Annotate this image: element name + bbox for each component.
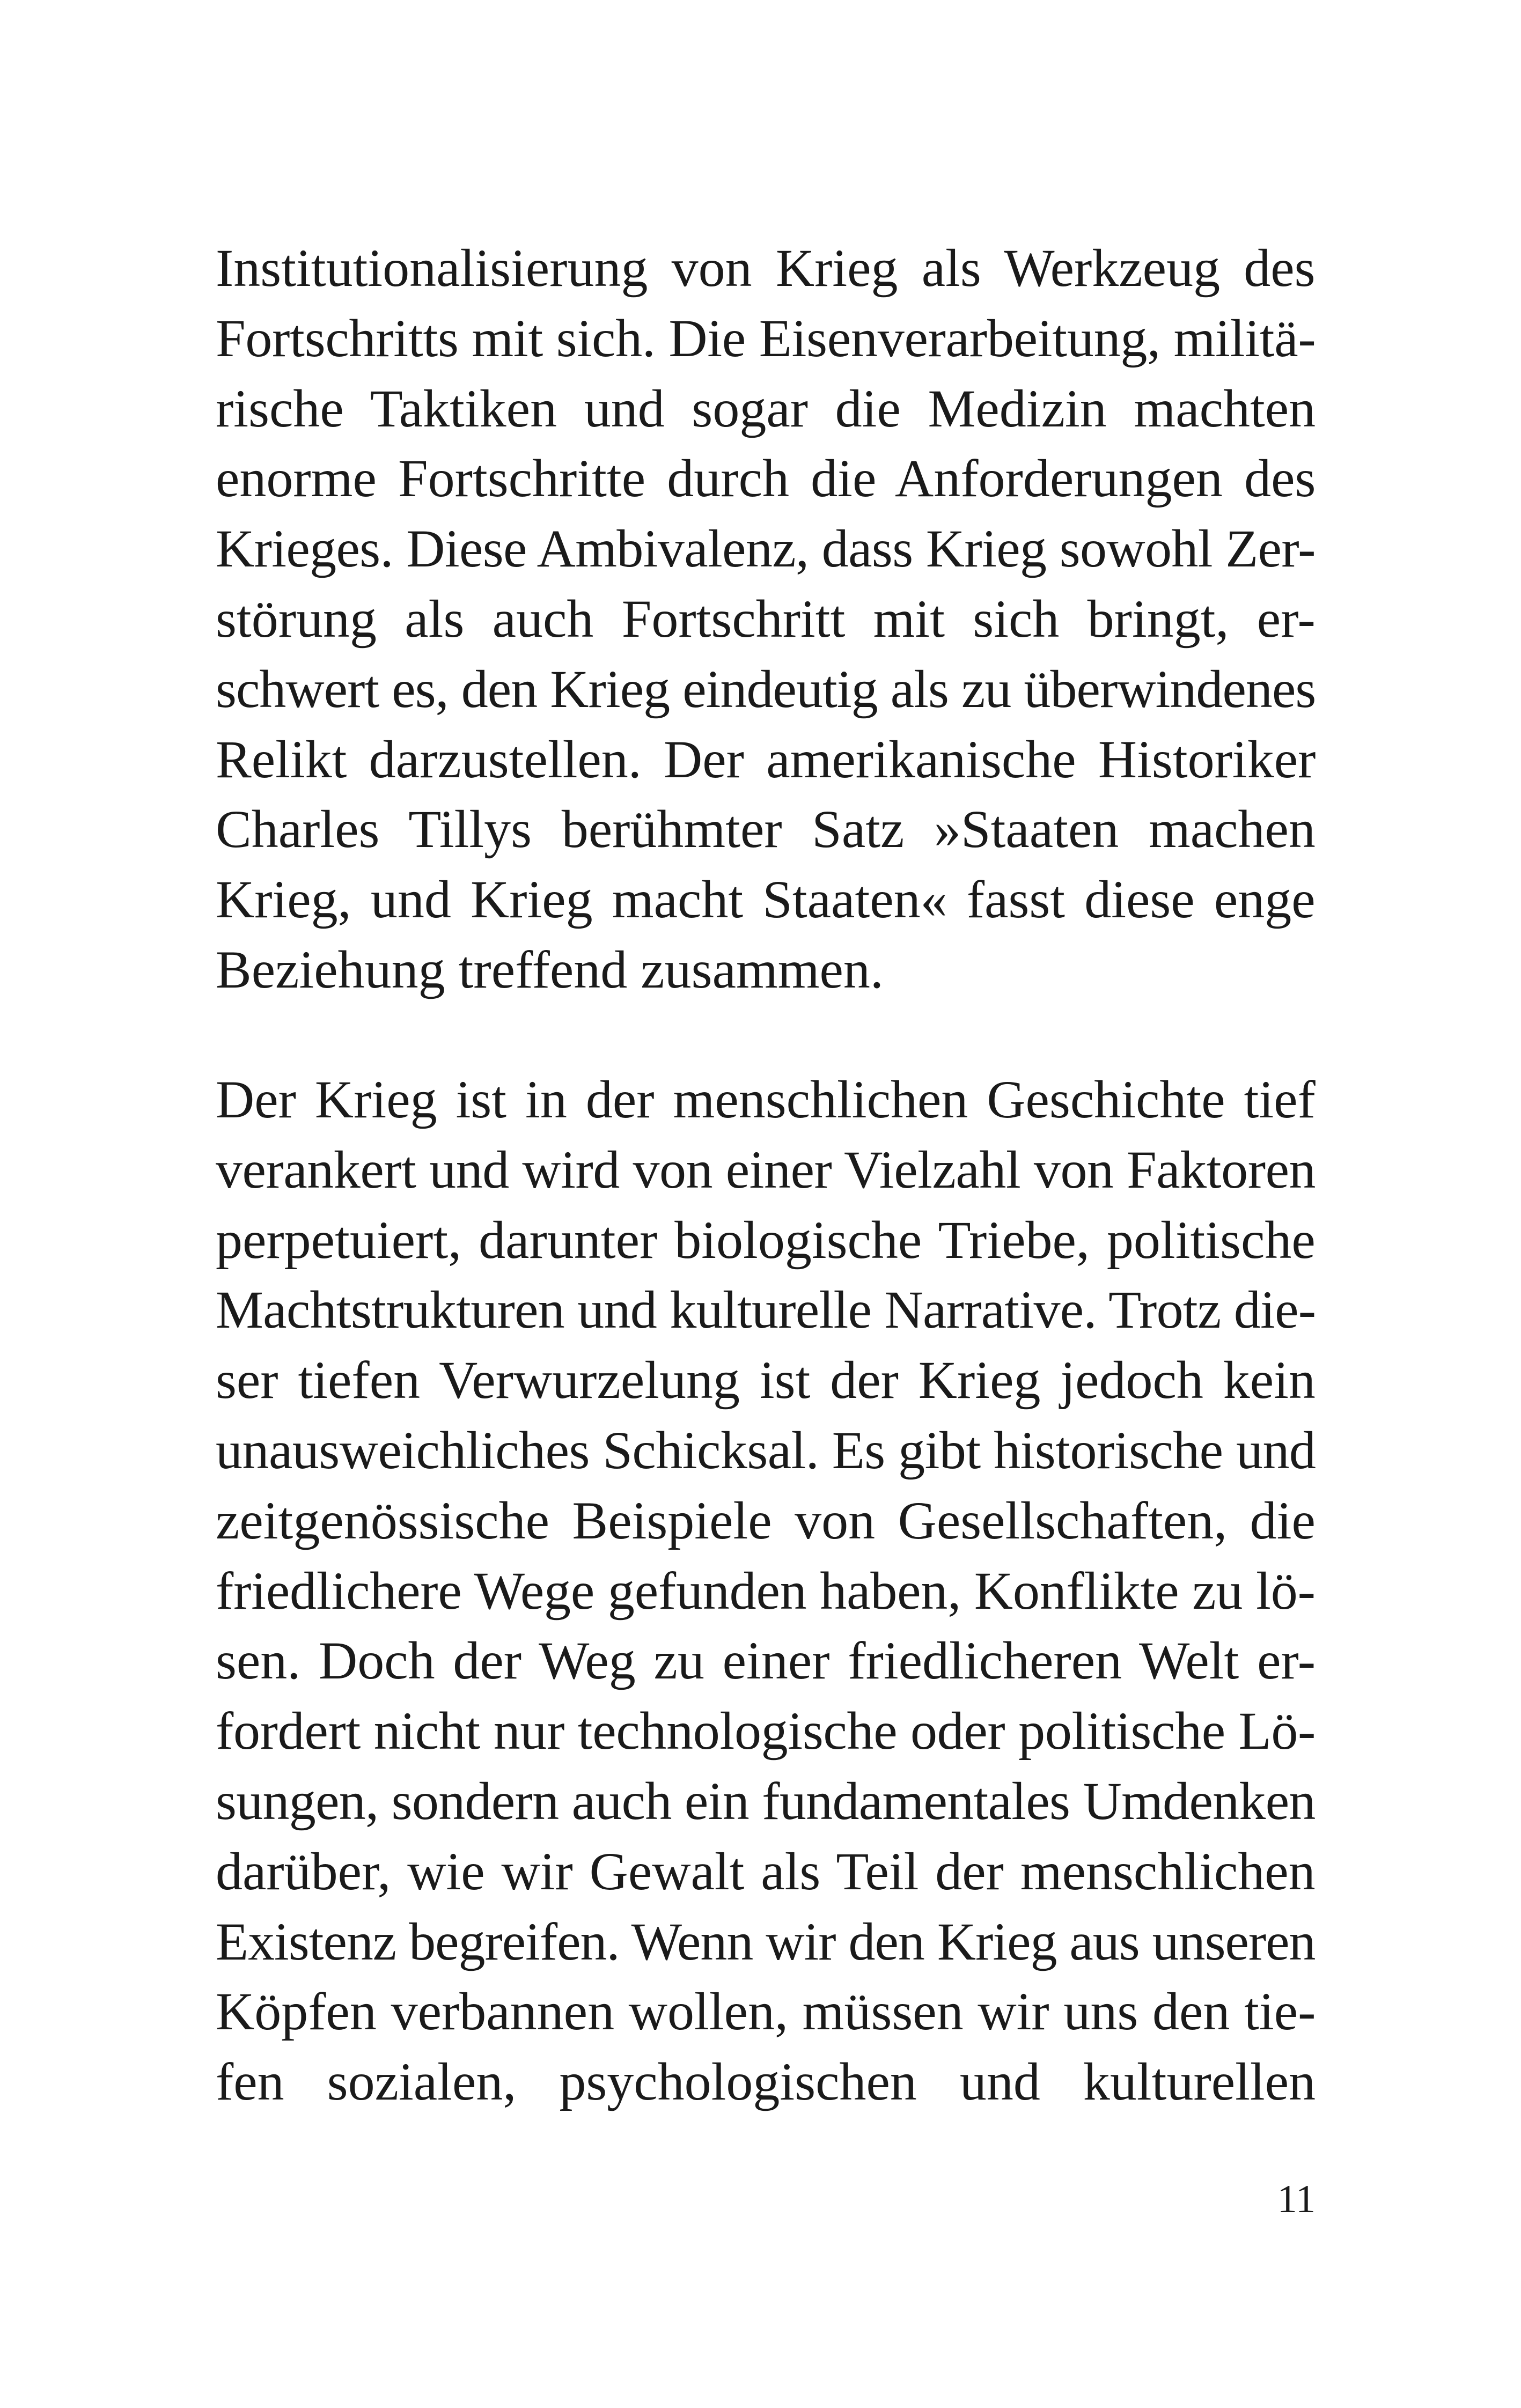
text-line: Existenz begreifen. Wenn wir den Krieg aus unseren xyxy=(216,1911,1316,1971)
text-line: ser tiefen Verwurzelung ist der Krieg jedoch kein xyxy=(216,1350,1316,1410)
text-line: rische Taktiken und sogar die Medizin machten xyxy=(216,378,1316,438)
paragraph-2 xyxy=(216,1065,1316,2117)
text-line: Charles Tillys berühmter Satz »Staaten machen xyxy=(216,799,1316,859)
text-line: Fortschritts mit sich. Die Eisenverarbeitung, militä- xyxy=(216,308,1316,368)
text-line: darüber, wie wir Gewalt als Teil der menschlichen xyxy=(216,1841,1316,1901)
text-line: verankert und wird von einer Vielzahl von Faktoren xyxy=(216,1139,1316,1199)
text-line: perpetuiert, darunter biologische Triebe, politische xyxy=(216,1210,1316,1270)
text-line: fen sozialen, psychologischen und kulturellen xyxy=(216,2052,1316,2112)
paragraph-1 xyxy=(216,233,1316,1005)
text-line: schwert es, den Krieg eindeutig als zu überwindenes xyxy=(216,659,1316,719)
text-line: Beziehung treffend zusammen. xyxy=(216,939,884,999)
text-line: Krieg, und Krieg macht Staaten« fasst diese enge xyxy=(216,870,1316,930)
text-line: Institutionalisierung von Krieg als Werkzeug des xyxy=(216,238,1316,298)
text-line: fordert nicht nur technologische oder politische Lö- xyxy=(216,1701,1316,1761)
text-line: Machtstrukturen und kulturelle Narrative. Trotz die- xyxy=(216,1280,1316,1340)
text-line: unausweichliches Schicksal. Es gibt historische und xyxy=(216,1420,1316,1480)
page-number: 11 xyxy=(1277,2177,1316,2221)
text-line: zeitgenössische Beispiele von Gesellschaften, die xyxy=(216,1490,1316,1550)
text-line: sen. Doch der Weg zu einer friedlicheren Welt er- xyxy=(216,1631,1316,1691)
text-line: enorme Fortschritte durch die Anforderungen des xyxy=(216,448,1316,509)
text-line: Köpfen verbannen wollen, müssen wir uns den tie- xyxy=(216,1982,1316,2042)
text-line: Der Krieg ist in der menschlichen Geschichte tief xyxy=(216,1070,1316,1129)
text-line: störung als auch Fortschritt mit sich bringt, er- xyxy=(216,588,1316,649)
text-line: Krieges. Diese Ambivalenz, dass Krieg sowohl Zer- xyxy=(216,519,1316,579)
text-line: friedlichere Wege gefunden haben, Konflikte zu lö- xyxy=(216,1560,1316,1621)
text-line: sungen, sondern auch ein fundamentales Umdenken xyxy=(216,1771,1316,1831)
text-line: Relikt darzustellen. Der amerikanische Historiker xyxy=(216,729,1316,789)
